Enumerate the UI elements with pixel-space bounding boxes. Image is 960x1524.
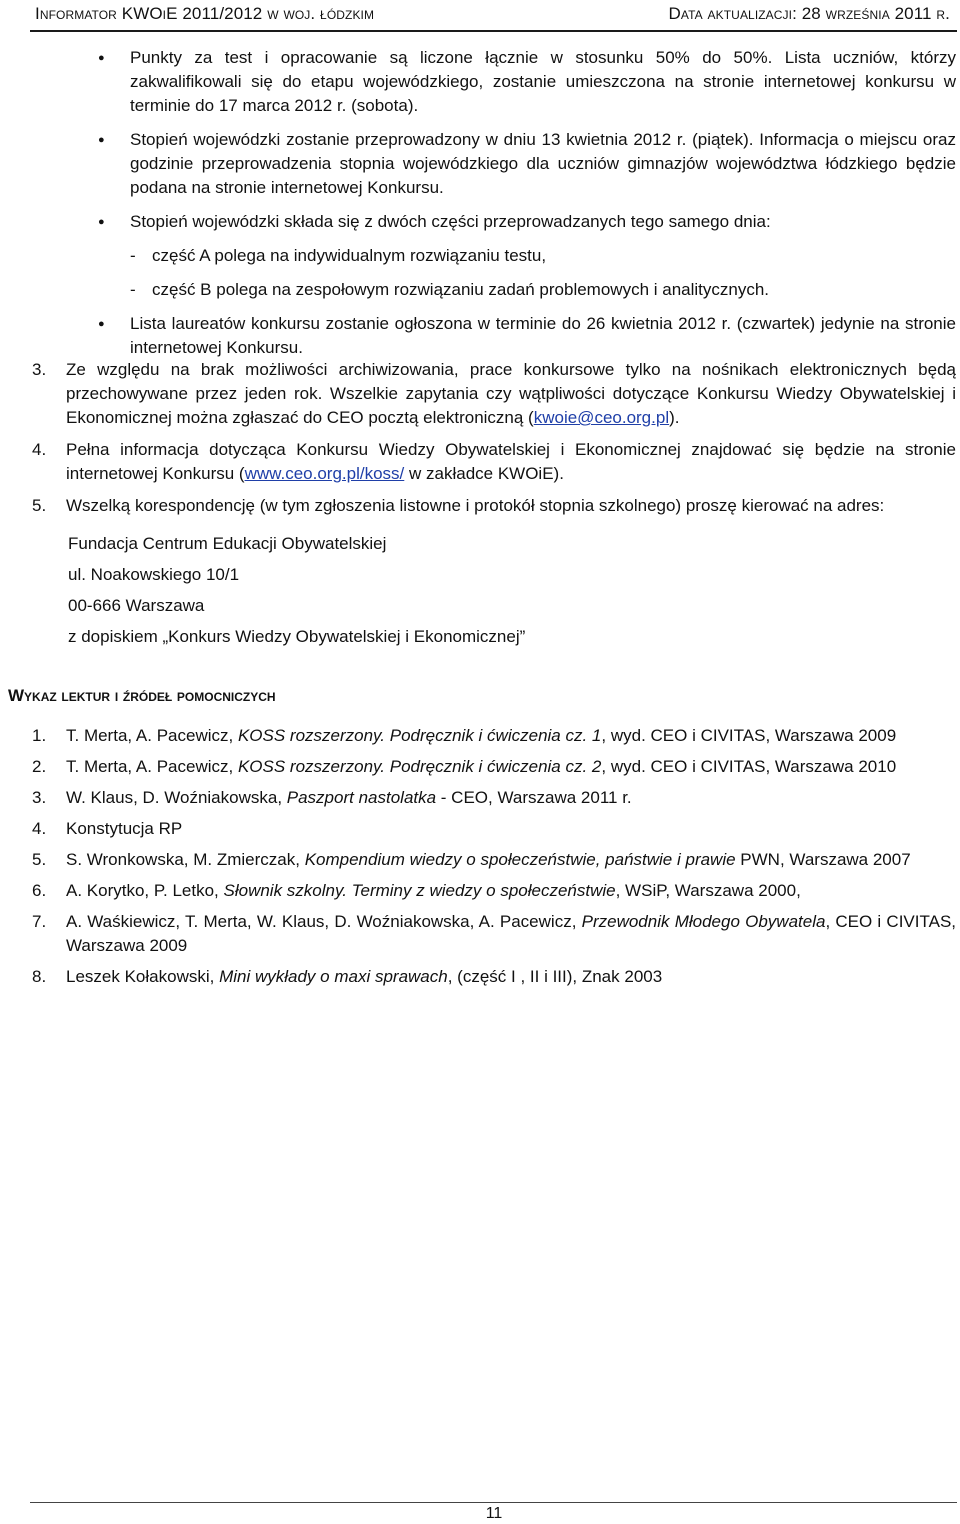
item-text: Wszelką korespondencję (w tym zgłoszenia listowne i protokół stopnia szkolnego) proszę kierować na adres: [66, 496, 885, 515]
reference-publisher: - CEO, Warszawa 2011 r. [436, 788, 632, 807]
item-number: 4. [32, 440, 47, 459]
header-divider [30, 30, 957, 32]
reference-authors: S. Wronkowska, M. Zmierczak, [66, 850, 305, 869]
dash-item-text: część B polega na zespołowym rozwiązaniu zadań problemowych i analitycznych. [152, 280, 770, 299]
bullet-item: ● Lista laureatów konkursu zostanie ogłoszona w terminie do 26 kwietnia 2012 r. (czwartek) jedynie na stronie internetowej Konkursu. [130, 312, 956, 360]
reference-title: Przewodnik Młodego Obywatela [581, 912, 826, 931]
header-title: Informator KWOiE 2011/2012 w woj. łódzkim [35, 4, 375, 23]
bullet-list [0, 46, 960, 370]
reference-title: Paszport nastolatka [286, 788, 437, 807]
item-text-end: ). [669, 408, 680, 427]
website-link[interactable]: www.ceo.org.pl/koss/ [244, 464, 405, 483]
reference-number: 2. [32, 757, 47, 776]
reference-item [32, 786, 956, 810]
item-text: Ze względu na brak możliwości archiwizowania, prace konkursowe tylko na nośnikach elektronicznych będą przechowywane przez jeden rok. Wszelkie zapytania czy wątpliwości dotyczące Konkursu Wiedzy Obywatelskiej i Ekonomicznej można zgłaszać do CEO pocztą elektroniczną ( [66, 360, 956, 427]
reference-item [32, 910, 956, 958]
address-line: z dopiskiem „Konkurs Wiedzy Obywatelskiej i Ekonomicznej” [68, 627, 526, 646]
reference-item [32, 724, 956, 748]
reference-title: Słownik szkolny. Terminy z wiedzy o społeczeństwie [223, 881, 616, 900]
reference-title: Mini wykłady o maxi sprawach [219, 967, 448, 986]
reference-item [32, 848, 956, 872]
footer-divider [30, 1502, 957, 1503]
reference-authors: Konstytucja RP [66, 819, 183, 838]
reference-number: 3. [32, 788, 47, 807]
item-number: 5. [32, 496, 47, 515]
bullet-item: ● Stopień wojewódzki składa się z dwóch części przeprowadzanych tego samego dnia: [130, 210, 956, 234]
reference-authors: A. Korytko, P. Letko, [66, 881, 224, 900]
reference-publisher: , (część I , II i III), Znak 2003 [447, 967, 663, 986]
bullet-item: ● Stopień wojewódzki zostanie przeprowadzony w dniu 13 kwietnia 2012 r. (piątek). Informacja o miejscu oraz godzinie przeprowadzenia stopnia wojewódzkiego dla uczniów gimnazjów województwa łódzkiego będzie podana na stronie internetowej Konkursu. [130, 128, 956, 200]
dash-item-text: część A polega na indywidualnym rozwiązaniu testu, [152, 246, 547, 265]
reference-number: 7. [32, 912, 47, 931]
reference-title: Kompendium wiedzy o społeczeństwie, państwie i prawie [304, 850, 736, 869]
reference-authors: W. Klaus, D. Woźniakowska, [66, 788, 287, 807]
address-line: ul. Noakowskiego 10/1 [68, 565, 240, 584]
item-text: Pełna informacja dotycząca Konkursu Wiedzy Obywatelskiej i Ekonomicznej znajdować się będzie na stronie internetowej Konkursu ( [66, 440, 956, 483]
reference-number: 8. [32, 967, 47, 986]
reference-publisher: PWN, Warszawa 2007 [735, 850, 911, 869]
item-number: 3. [32, 360, 47, 379]
section-title: Wykaz lektur i źródeł pomocniczych [8, 686, 276, 705]
address-line: 00-666 Warszawa [68, 596, 205, 615]
reference-authors: T. Merta, A. Pacewicz, [66, 757, 238, 776]
reference-number: 5. [32, 850, 47, 869]
email-link[interactable]: kwoie@ceo.org.pl [533, 408, 670, 427]
reference-number: 6. [32, 881, 47, 900]
bullet-item: ● Punkty za test i opracowanie są liczone łącznie w stosunku 50% do 50%. Lista uczniów, którzy zakwalifikowali się do etapu wojewódzkiego, zostanie umieszczona na stronie internetowej konkursu w terminie do 17 marca 2012 r. (sobota). [130, 46, 956, 118]
page-header [35, 4, 950, 28]
reference-publisher: , wyd. CEO i CIVITAS, Warszawa 2010 [601, 757, 897, 776]
reference-item [32, 755, 956, 779]
reference-publisher: , wyd. CEO i CIVITAS, Warszawa 2009 [601, 726, 897, 745]
item-text-end: w zakładce KWOiE). [404, 464, 564, 483]
header-update-date: Data aktualizacji: 28 września 2011 r. [668, 4, 950, 23]
dash-item: - część A polega na indywidualnym rozwiązaniu testu, [130, 246, 547, 265]
reference-authors: Leszek Kołakowski, [66, 967, 220, 986]
reference-authors: A. Waśkiewicz, T. Merta, W. Klaus, D. Woźniakowska, A. Pacewicz, [66, 912, 582, 931]
reference-item [32, 879, 956, 903]
reference-number: 1. [32, 726, 47, 745]
address-line: Fundacja Centrum Edukacji Obywatelskiej [68, 534, 387, 553]
numbered-item-3 [32, 358, 956, 430]
reference-item [32, 965, 956, 989]
dash-item: - część B polega na zespołowym rozwiązaniu zadań problemowych i analitycznych. [130, 280, 770, 299]
page-number: 11 [485, 1505, 503, 1522]
reference-item [32, 817, 956, 841]
reference-title: KOSS rozszerzony. Podręcznik i ćwiczenia cz. 2 [237, 757, 602, 776]
reference-number: 4. [32, 819, 47, 838]
reference-title: KOSS rozszerzony. Podręcznik i ćwiczenia cz. 1 [237, 726, 602, 745]
reference-publisher: , WSiP, Warszawa 2000, [615, 881, 801, 900]
numbered-item-4 [32, 438, 956, 486]
reference-list [0, 724, 960, 996]
reference-authors: T. Merta, A. Pacewicz, [66, 726, 238, 745]
numbered-list [0, 358, 960, 656]
reference-publisher: , CEO i CIVITAS, Warszawa 2009 [66, 912, 956, 955]
numbered-item-5 [32, 494, 956, 518]
